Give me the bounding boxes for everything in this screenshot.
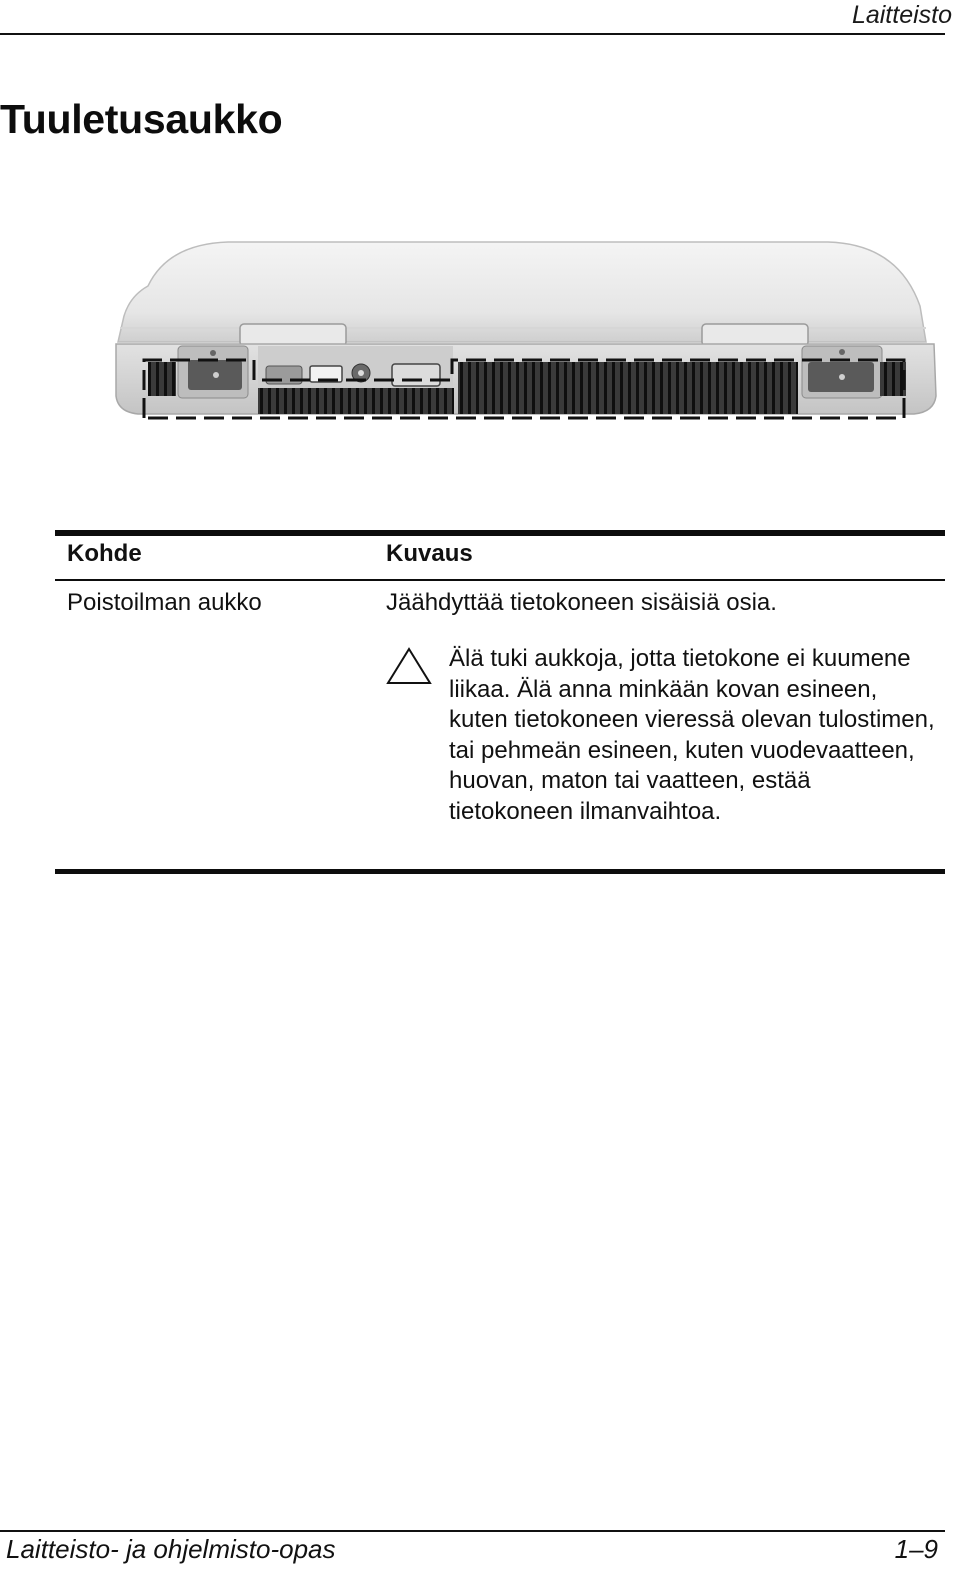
page-title: Tuuletusaukko <box>0 96 283 142</box>
table-top-rule <box>55 530 945 536</box>
column-header-description: Kuvaus <box>386 540 473 567</box>
table-bottom-rule <box>55 869 945 874</box>
laptop-rear-illustration <box>108 236 944 432</box>
caution-triangle-icon <box>386 647 432 685</box>
caution-text: Älä tuki aukkoja, jotta tietokone ei kuumene liikaa. Älä anna minkään kovan esineen, kuten tietokoneen vieressä olevan tulostimen, tai pehmeän esineen, kuten vuodevaatteen, huovan, maton tai vaatteen, estää tietokoneen ilmanvaihtoa. <box>449 645 935 825</box>
running-head: Laitteisto <box>851 1 952 29</box>
footer-guide-title: Laitteisto- ja ohjelmisto-opas <box>6 1534 336 1564</box>
column-header-item: Kohde <box>67 540 142 567</box>
header-rule <box>0 33 945 35</box>
item-cell: Poistoilman aukko <box>67 589 262 616</box>
description-cell: Jäähdyttää tietokoneen sisäisiä osia. <box>386 589 777 616</box>
footer-rule <box>0 1530 945 1532</box>
footer-page-number: 1–9 <box>894 1534 938 1564</box>
table-header-rule <box>55 579 945 581</box>
